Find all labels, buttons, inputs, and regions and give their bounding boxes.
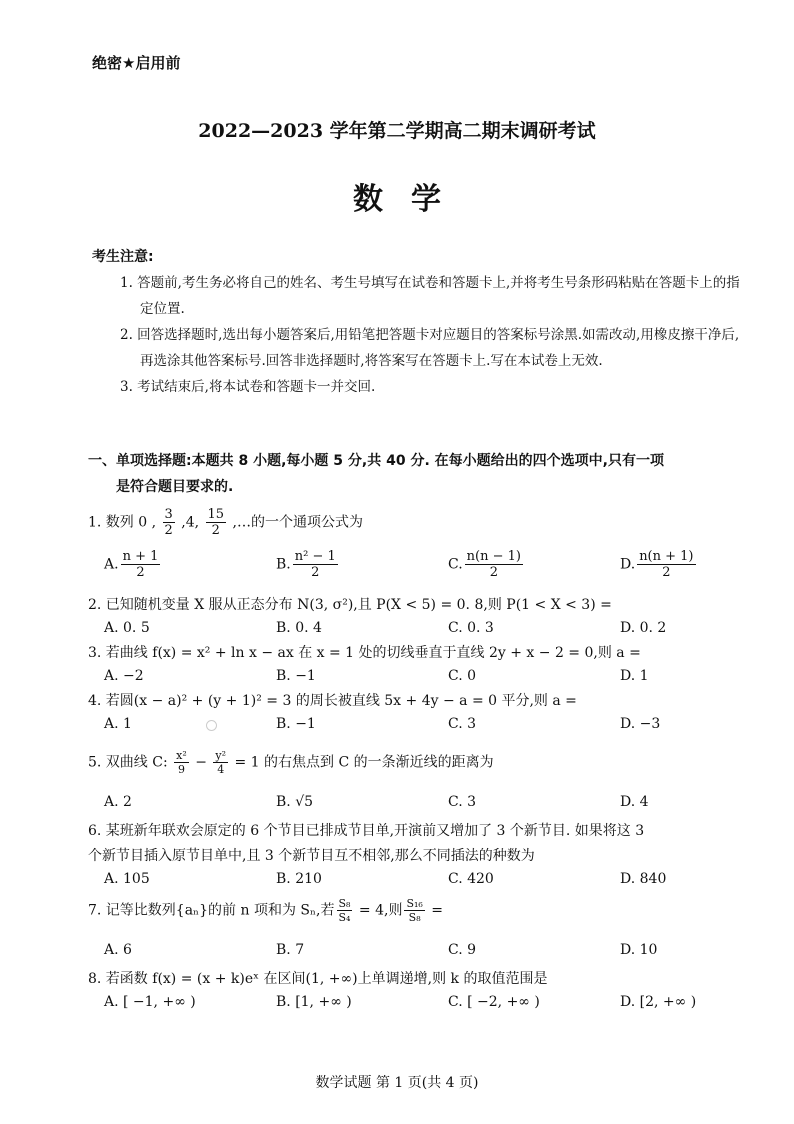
denominator: 4 (217, 763, 225, 776)
option-b[interactable]: B. −1 (276, 716, 316, 732)
notice-item-1: 1. 答题前,考生务必将自己的姓名、考生号填写在试卷和答题卡上,并将考生号条形码粘贴在答题卡上的指定位置. (120, 275, 740, 317)
exam-title: 2022—2023 学年第二学期高二期末调研考试 (198, 120, 596, 142)
denominator: 2 (311, 565, 320, 580)
faint-mark-icon (206, 720, 217, 731)
confidential-label: 绝密★启用前 (92, 54, 181, 72)
question-6-options (104, 871, 744, 897)
question-7-text: 7. 记等比数列{aₙ}的前 n 项和为 Sₙ,若 (88, 902, 335, 919)
fraction (213, 750, 228, 775)
option-label: D. (620, 556, 636, 573)
numerator: 15 (207, 507, 225, 522)
option-c[interactable]: C. 420 (448, 871, 494, 887)
option-a[interactable]: A. 2 (104, 794, 132, 810)
option-d[interactable]: D. 1 (620, 668, 649, 684)
option-a[interactable]: A. 6 (104, 942, 132, 958)
option-d[interactable]: D. −3 (620, 716, 661, 732)
denominator: 2 (164, 523, 173, 538)
option-b[interactable]: B. 7 (276, 942, 305, 958)
option-c[interactable]: C. 9 (448, 942, 477, 958)
option-c[interactable]: C. [ −2, +∞ ) (448, 994, 540, 1010)
notice-item-2: 2. 回答选择题时,选出每小题答案后,用铅笔把答题卡对应题目的答案标号涂黑.如需改动,用橡皮擦干净后,再选涂其他答案标号.回答非选择题时,将答案写在答题卡上.写在本试卷上无效. (120, 327, 740, 369)
fraction (206, 508, 227, 537)
option-b[interactable]: B. −1 (276, 668, 316, 684)
question-4: 4. 若圆(x − a)² + (y + 1)² = 3 的周长被直线 5x + 4y − a = 0 平分,则 a = (88, 693, 577, 709)
option-d[interactable]: D. 4 (620, 794, 649, 810)
question-1-options (104, 549, 744, 580)
numerator: y² (215, 749, 227, 762)
option-b[interactable]: B. 210 (276, 871, 322, 887)
denominator: S₈ (408, 911, 421, 924)
question-4-options (104, 716, 744, 742)
fraction (465, 550, 523, 579)
option-a[interactable] (104, 550, 162, 579)
question-7-text: = 4,则 (354, 902, 403, 919)
option-c[interactable]: C. 3 (448, 794, 477, 810)
denominator: S₄ (338, 911, 351, 924)
question-5-text: = 1 的右焦点到 C 的一条渐近线的距离为 (230, 754, 494, 771)
denominator: 2 (662, 565, 671, 580)
option-c[interactable]: C. 0 (448, 668, 477, 684)
option-c[interactable] (448, 550, 525, 579)
question-6-line2: 个新节目插入原节目单中,且 3 个新节目互不相邻,那么不同插法的种数为 (88, 848, 535, 864)
question-5-text: − (190, 754, 212, 771)
question-5-text: 5. 双曲线 C: (88, 754, 173, 771)
option-d[interactable] (620, 550, 698, 579)
denominator: 2 (136, 565, 145, 580)
option-c[interactable]: C. 3 (448, 716, 477, 732)
question-1-text: ,…的一个通项公式为 (228, 514, 363, 531)
section-heading-line1: 一、单项选择题:本题共 8 小题,每小题 5 分,共 40 分. 在每小题给出的四个选项中,只有一项 (88, 453, 664, 469)
option-a[interactable]: A. 1 (104, 716, 132, 732)
denominator: 2 (211, 523, 220, 538)
fraction (337, 898, 353, 923)
question-1-text: 1. 数列 0 , (88, 514, 161, 531)
question-8-options (104, 994, 744, 1020)
option-label: B. (276, 556, 291, 573)
question-8: 8. 若函数 f(x) = (x + k)eˣ 在区间(1, +∞)上单调递增,则 k 的取值范围是 (88, 971, 548, 987)
question-5-options (104, 794, 744, 820)
question-7 (88, 898, 748, 923)
option-b[interactable] (276, 550, 340, 579)
fraction (404, 898, 424, 923)
fraction (637, 550, 695, 579)
subject-title: 数学 (353, 182, 469, 217)
option-c[interactable]: C. 0. 3 (448, 620, 494, 636)
question-3: 3. 若曲线 f(x) = x² + ln x − ax 在 x = 1 处的切线垂直于直线 2y + x − 2 = 0,则 a = (88, 645, 641, 661)
notice-title: 考生注意: (92, 249, 154, 265)
fraction (121, 550, 161, 579)
question-6-line1: 6. 某班新年联欢会原定的 6 个节目已排成节目单,开演前又增加了 3 个新节目. 如果将这 3 (88, 823, 645, 839)
option-d[interactable]: D. 840 (620, 871, 667, 887)
question-1 (88, 508, 748, 537)
numerator: 3 (164, 507, 173, 522)
notice-item-3: 3. 考试结束后,将本试卷和答题卡一并交回. (120, 379, 376, 395)
numerator: S₈ (338, 897, 351, 910)
numerator: S₁₆ (406, 897, 423, 910)
option-label: C. (448, 556, 463, 573)
option-a[interactable]: A. −2 (104, 668, 144, 684)
question-5 (88, 750, 748, 775)
option-a[interactable]: A. 105 (104, 871, 150, 887)
option-b[interactable]: B. √5 (276, 794, 314, 810)
numerator: n(n + 1) (639, 549, 694, 564)
denominator: 9 (177, 763, 185, 776)
option-a[interactable]: A. 0. 5 (104, 620, 150, 636)
option-d[interactable]: D. 10 (620, 942, 658, 958)
option-b[interactable]: B. [1, +∞ ) (276, 994, 352, 1010)
question-1-text: ,4, (176, 514, 204, 531)
numerator: x² (176, 749, 187, 762)
question-7-options (104, 942, 744, 968)
numerator: n(n − 1) (466, 549, 521, 564)
denominator: 2 (489, 565, 498, 580)
question-7-text: = (426, 902, 443, 919)
option-b[interactable]: B. 0. 4 (276, 620, 322, 636)
fraction (163, 508, 175, 537)
option-d[interactable]: D. [2, +∞ ) (620, 994, 697, 1010)
notice-list (92, 270, 742, 400)
option-d[interactable]: D. 0. 2 (620, 620, 667, 636)
numerator: n² − 1 (294, 549, 336, 564)
option-a[interactable]: A. [ −1, +∞ ) (104, 994, 196, 1010)
page-footer: 数学试题 第 1 页(共 4 页) (315, 1075, 479, 1091)
question-2: 2. 已知随机变量 X 服从正态分布 N(3, σ²),且 P(X < 5) = 0. 8,则 P(1 < X < 3) = (88, 597, 612, 613)
section-heading-line2: 是符合题目要求的. (116, 479, 234, 495)
option-label: A. (104, 556, 119, 573)
fraction (293, 550, 338, 579)
fraction (174, 750, 189, 775)
numerator: n + 1 (122, 549, 159, 564)
section-heading (88, 448, 740, 500)
